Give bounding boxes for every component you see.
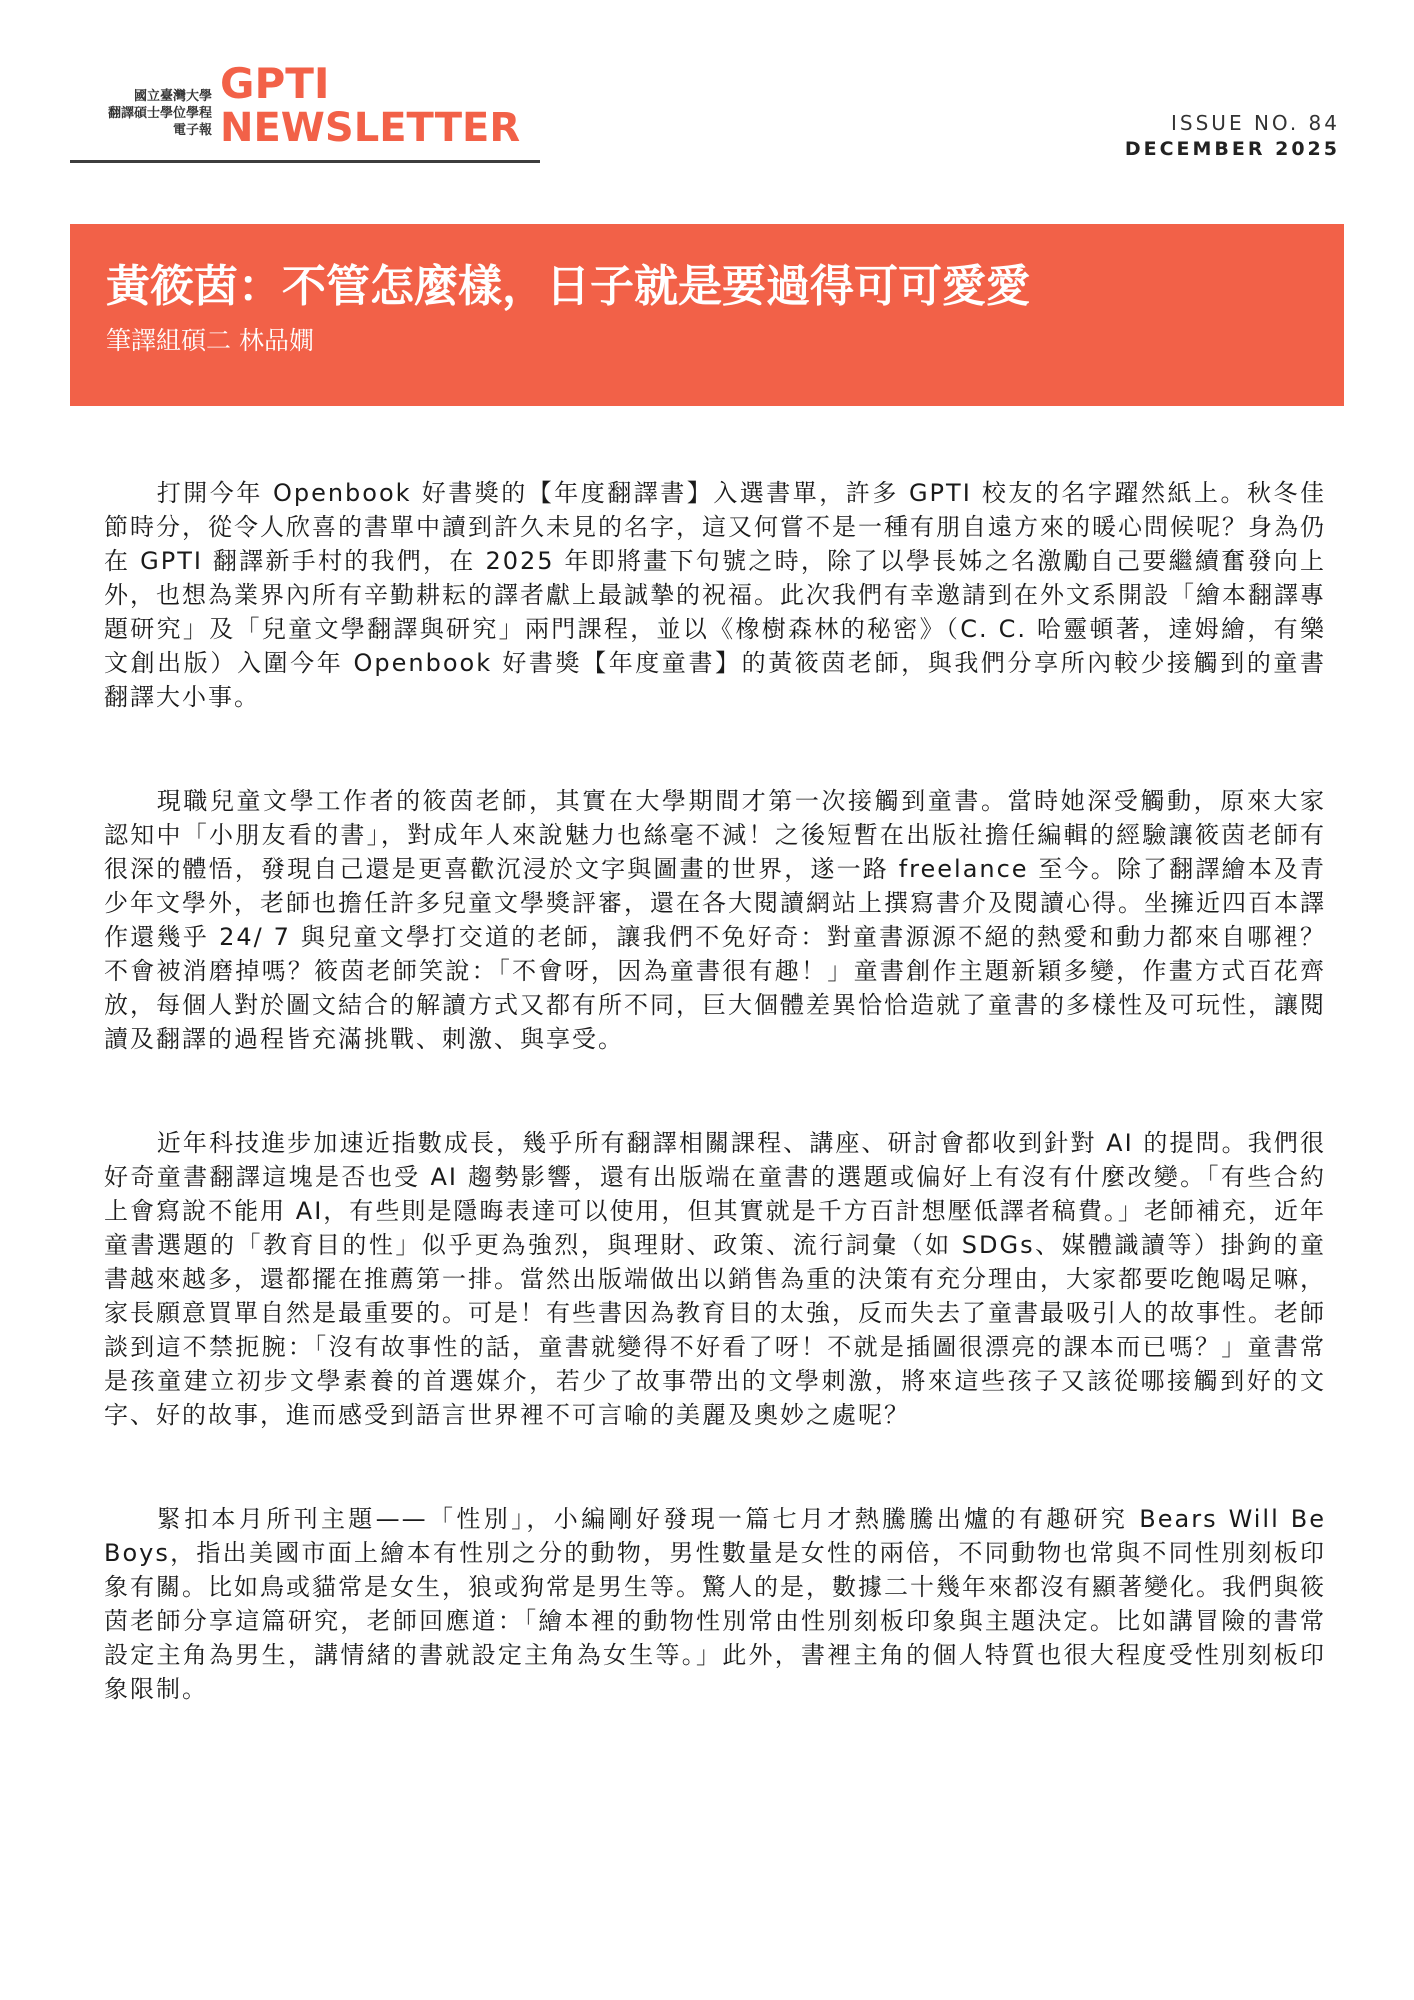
article-author: 筆譯組碩二 林品嫺 <box>106 326 314 355</box>
article-title: 黃筱茵：不管怎麼樣，日子就是要過得可可愛愛 <box>106 261 1030 312</box>
issue-number: ISSUE NO. 84 <box>1171 111 1340 135</box>
article-paragraph: 打開今年 Openbook 好書獎的【年度翻譯書】入選書單，許多 GPTI 校友的名字躍然紙上。秋冬佳節時分，從令人欣喜的書單中讀到許久未見的名字，這又何嘗不是一種有朋自遠方來的暖心問候呢？身為仍在 GPTI 翻譯新手村的我們，在 2025 年即將畫下句號之時，除了以學長姊之名激勵自己要繼續奮發向上外，也想為業界內所有辛勤耕耘的譯者獻上最誠摯的祝福。此次我們有幸邀請到在外文系開設「繪本翻譯專題研究」及「兒童文學翻譯與研究」兩門課程，並以《橡樹森林的秘密》（C. C. 哈靈頓著，達姆繪，有樂文創出版）入圍今年 Openbook 好書獎【年度童書】的黃筱茵老師，與我們分享所內較少接觸到的童書翻譯大小事。 <box>104 479 1326 711</box>
article-paragraph: 近年科技進步加速近指數成長，幾乎所有翻譯相關課程、講座、研討會都收到針對 AI 的提問。我們很好奇童書翻譯這塊是否也受 AI 趨勢影響，還有出版端在童書的選題或偏好上有沒有什麼改變。「有些合約上會寫說不能用 AI，有些則是隱晦表達可以使用，但其實就是千方百計想壓低譯者稿費。」老師補充，近年童書選題的「教育目的性」似乎更為強烈，與理財、政策、流行詞彙（如 SDGs、媒體識讀等）掛鉤的童書越來越多，還都擺在推薦第一排。當然出版端做出以銷售為重的決策有充分理由，大家都要吃飽喝足嘛，家長願意買單自然是最重要的。可是！有些書因為教育目的太強，反而失去了童書最吸引人的故事性。老師談到這不禁扼腕：「沒有故事性的話，童書就變得不好看了呀！不就是插圖很漂亮的課本而已嗎？」童書常是孩童建立初步文學素養的首選媒介，若少了故事帶出的文學刺激，將來這些孩子又該從哪接觸到好的文字、好的故事，進而感受到語言世界裡不可言喻的美麗及奧妙之處呢？ <box>104 1129 1326 1429</box>
issue-date: DECEMBER 2025 <box>1124 138 1340 160</box>
masthead <box>70 60 542 166</box>
article-paragraph: 緊扣本月所刊主題——「性別」，小編剛好發現一篇七月才熱騰騰出爐的有趣研究 Bears Will Be Boys，指出美國市面上繪本有性別之分的動物，男性數量是女性的兩倍，不同動物也常與不同性別刻板印象有關。比如鳥或貓常是女生，狼或狗常是男生等。驚人的是，數據二十幾年來都沒有顯著變化。我們與筱茵老師分享這篇研究，老師回應道：「繪本裡的動物性別常由性別刻板印象與主題決定。比如講冒險的書常設定主角為男生，講情緒的書就設定主角為女生等。」此外，書裡主角的個人特質也很大程度受性別刻板印象限制。 <box>104 1505 1326 1703</box>
article-paragraph: 現職兒童文學工作者的筱茵老師，其實在大學期間才第一次接觸到童書。當時她深受觸動，原來大家認知中「小朋友看的書」，對成年人來說魅力也絲毫不減！之後短暫在出版社擔任編輯的經驗讓筱茵老師有很深的體悟，發現自己還是更喜歡沉浸於文字與圖畫的世界，遂一路 freelance 至今。除了翻譯繪本及青少年文學外，老師也擔任許多兒童文學獎評審，還在各大閱讀網站上撰寫書介及閱讀心得。坐擁近四百本譯作還幾乎 24/ 7 與兒童文學打交道的老師，讓我們不免好奇：對童書源源不絕的熱愛和動力都來自哪裡？不會被消磨掉嗎？筱茵老師笑說：「不會呀，因為童書很有趣！」童書創作主題新穎多變，作畫方式百花齊放，每個人對於圖文結合的解讀方式又都有所不同，巨大個體差異恰恰造就了童書的多樣性及可玩性，讓閱讀及翻譯的過程皆充滿挑戰、刺激、與享受。 <box>104 787 1326 1053</box>
org-line: 電子報 <box>172 123 212 138</box>
organization-name <box>70 88 212 139</box>
logo-line-gpti: GPTI <box>220 59 330 108</box>
masthead-divider <box>70 160 540 163</box>
logo-line-newsletter: NEWSLETTER <box>220 105 521 151</box>
article-body <box>104 476 1326 1706</box>
article-title-banner <box>70 224 1344 406</box>
org-line: 國立臺灣大學 <box>133 89 212 104</box>
org-line: 翻譯碩士學位學程 <box>107 106 212 121</box>
issue-info <box>1125 110 1340 162</box>
